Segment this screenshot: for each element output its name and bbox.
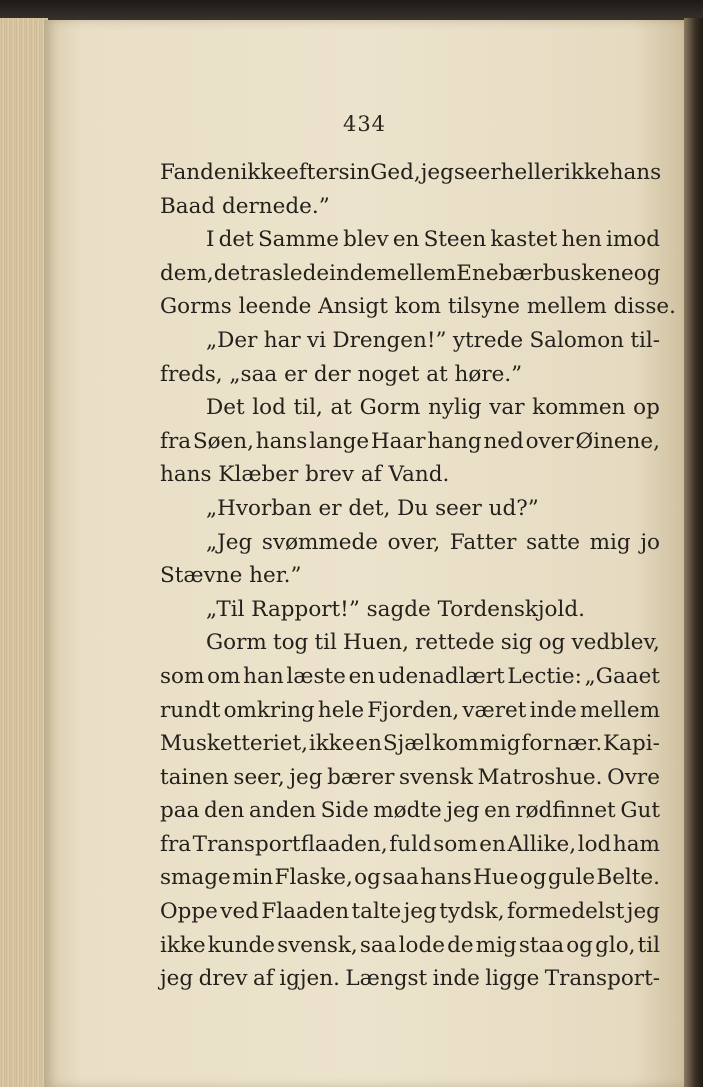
text-line: tainen seer, jeg bærer svensk Matroshue. Ovre <box>160 764 660 790</box>
text-line: jeg drev af igjen. Længst inde ligge Transport- <box>160 966 660 992</box>
book-cover-edge <box>0 0 703 22</box>
text-line: smage min Flaske, og saa hans Hue og gule Belte. <box>160 865 660 891</box>
text-line: freds, „saa er der noget at høre.” <box>160 361 523 387</box>
text-line: ikke kunde svensk, saa lode de mig staa og glo, til <box>160 932 660 958</box>
page-number: 434 <box>342 112 387 136</box>
text-line: „Til Rapport!” sagde Tordenskjold. <box>206 596 585 622</box>
page-stack-edge <box>0 18 48 1087</box>
text-line: rundt omkring hele Fjorden, været inde mellem <box>160 697 660 723</box>
text-line: Baad dernede.” <box>160 193 330 219</box>
book-spine-edge <box>684 18 703 1087</box>
text-line: paa den anden Side mødte jeg en rødfinnet Gut <box>160 798 660 824</box>
text-line: fra Søen, hans lange Haar hang ned over Øinene, <box>160 428 660 454</box>
text-line: Fanden ikke efter sin Ged, jeg seer heller ikke hans <box>160 160 662 185</box>
text-line: som om han læste en udenadlært Lectie: „Gaaet <box>160 663 660 689</box>
text-line: „Jeg svømmede over, Fatter satte mig jo <box>206 529 660 555</box>
text-line: Musketteriet, ikke en Sjæl kom mig for nær. Kapi- <box>160 731 660 757</box>
text-line: Gorms leende Ansigt kom tilsyne mellem disse. <box>160 294 676 320</box>
body-text <box>160 156 676 996</box>
text-line: Det lod til, at Gorm nylig var kommen op <box>206 395 660 421</box>
text-line: Gorm tog til Huen, rettede sig og vedblev, <box>206 630 660 656</box>
text-line: „Hvorban er det, Du seer ud?” <box>206 495 539 521</box>
text-line: I det Samme blev en Steen kastet hen imod <box>206 227 660 253</box>
text-line: Oppe ved Flaaden talte jeg tydsk, formedelst jeg <box>160 899 660 925</box>
text-line: hans Klæber brev af Vand. <box>160 462 450 488</box>
text-line: „Der har vi Drengen!” ytrede Salomon til- <box>206 327 660 353</box>
text-line: dem, det raslede inde mellem Enebærbuskene og <box>160 260 661 286</box>
text-line: fra Transportflaaden, fuld som en Allike, lod ham <box>160 831 660 857</box>
text-line: Stævne her.” <box>160 563 302 589</box>
